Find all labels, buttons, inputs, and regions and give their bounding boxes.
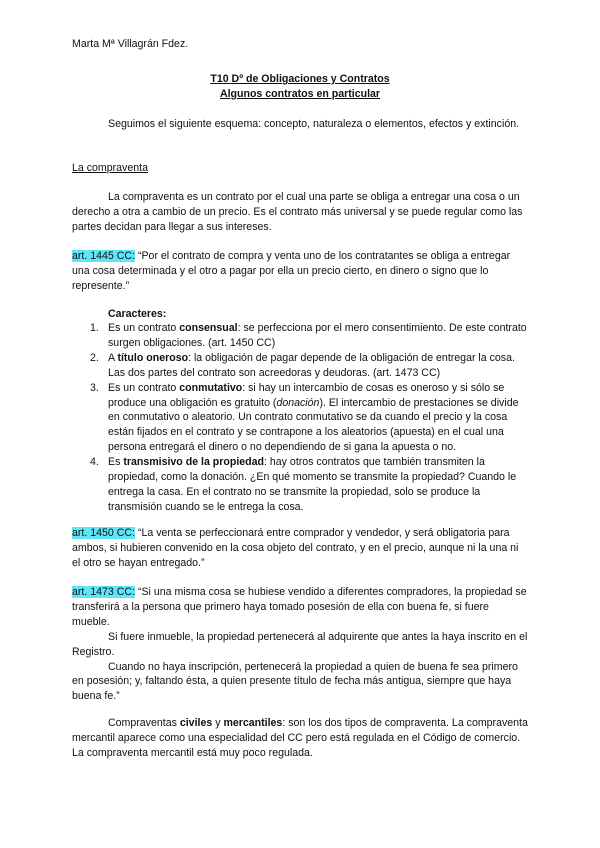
article-1450-paragraph xyxy=(72,526,528,571)
item-text: Es xyxy=(108,456,124,469)
article-1473-paragraph xyxy=(72,585,528,704)
item-text: Es un contrato xyxy=(108,381,180,394)
item-bold-term: conmutativo xyxy=(179,381,243,394)
item-bold-term: transmisivo de la propiedad xyxy=(123,456,265,469)
article-1450-text: “La venta se perfeccionará entre comprador y vendedor, y será obligatoria para ambos, si hubieren convenido en la cosa objeto del contrato, y en el precio, aunque ni la una ni el otro se hayan entregado.” xyxy=(72,527,519,569)
list-number: 2. xyxy=(90,351,99,364)
section-heading: La compraventa xyxy=(72,162,148,174)
document-title: T10 Dº de Obligaciones y Contratos xyxy=(210,73,390,85)
item-italic-term: donación xyxy=(276,396,320,409)
caracteres-heading: Caracteres: xyxy=(108,308,167,320)
item-text: ). El intercambio de prestaciones se divide en conmutativo o aleatorio. Un contrato conmutativo se da cuando el precio y la cosa están fijados en el contrato y se contrapone a los aleatorios (apuesta) en el cual una persona entregará el dinero o no dependiendo de si gana la apuesta o no. xyxy=(108,396,519,454)
title-block xyxy=(72,72,528,102)
item-bold-term: consensual xyxy=(179,322,238,334)
article-1473-text-2: Si fuere inmueble, la propiedad pertenecerá al adquirente que antes la haya inscrito en el Registro. xyxy=(72,630,528,658)
item-text: : hay otros contratos que también transmiten la propiedad, como la donación. ¿En qué momento se transmite la propiedad? Cuando le entrega la casa. En el contrato no se transmite la propiedad, solo se produce la transmisión cuando se le entrega la cosa. xyxy=(108,456,517,513)
closing-paragraph xyxy=(72,716,528,761)
item-text: A xyxy=(108,351,118,364)
article-1445-text: “Por el contrato de compra y venta uno de los contratantes se obliga a entregar una cosa determinada y el otro a pagar por ella un precio cierto, en dinero o signo que lo represente.” xyxy=(72,250,511,292)
list-number: 1. xyxy=(90,322,99,334)
article-1473-text-1: “Si una misma cosa se hubiese vendido a diferentes compradores, la propiedad se transferirá a la persona que primero haya tomado posesión de ella con buena fe, si fuere mueble. xyxy=(72,586,527,628)
article-1445-ref: art. 1445 CC: xyxy=(72,250,136,262)
item-text: Es un contrato xyxy=(108,322,180,334)
article-1450-ref: art. 1450 CC: xyxy=(72,527,136,539)
caracteres-list xyxy=(72,321,528,515)
article-1473-ref: art. 1473 CC: xyxy=(72,586,136,598)
closing-bold-term: mercantiles xyxy=(223,717,283,729)
intro-paragraph: Seguimos el siguiente esquema: concepto, naturaleza o elementos, efectos y extinción. xyxy=(108,118,520,130)
document-subtitle: Algunos contratos en particular xyxy=(219,87,381,100)
item-text: : si hay un intercambio de cosas es oneroso y si sólo se produce una obligación es gratuito ( xyxy=(108,381,505,409)
list-item xyxy=(72,381,528,456)
item-text: : la obligación de pagar depende de la obligación de entregar la cosa. Las dos partes del contrato son acreedoras y deudoras. (art. 1473 CC) xyxy=(108,351,515,379)
list-number: 4. xyxy=(90,456,99,469)
closing-text: : son los dos tipos de compraventa. La compraventa mercantil aparece como una especialidad del CC pero está regulada en el Código de comercio. La compraventa mercantil está muy poco regulada. xyxy=(72,717,528,759)
closing-text: Compraventas xyxy=(108,717,180,729)
list-number: 3. xyxy=(90,381,99,394)
closing-bold-term: civiles xyxy=(179,717,213,729)
item-text: : se perfecciona por el mero consentimiento. De este contrato surgen obligaciones. (art. 1450 CC) xyxy=(108,322,527,349)
article-1473-text-3: Cuando no haya inscripción, pertenecerá la propiedad a quien de buena fe sea primero en posesión; y, faltando ésta, a quien presente título de fecha más antigua, siempre que haya buena fe.” xyxy=(72,660,518,703)
item-bold-term: título oneroso xyxy=(117,351,189,364)
list-item xyxy=(72,351,528,381)
author-name: Marta Mª Villagrán Fdez. xyxy=(72,38,189,50)
article-1445-paragraph xyxy=(72,249,528,294)
definition-paragraph: La compraventa es un contrato por el cual una parte se obliga a entregar una cosa o un derecho a otra a cambio de un precio. Es el contrato más universal y se puede regular como las partes decidan para llegar a sus intereses. xyxy=(72,191,523,233)
list-item xyxy=(72,455,528,515)
closing-text: y xyxy=(212,717,224,729)
list-item xyxy=(72,321,528,351)
